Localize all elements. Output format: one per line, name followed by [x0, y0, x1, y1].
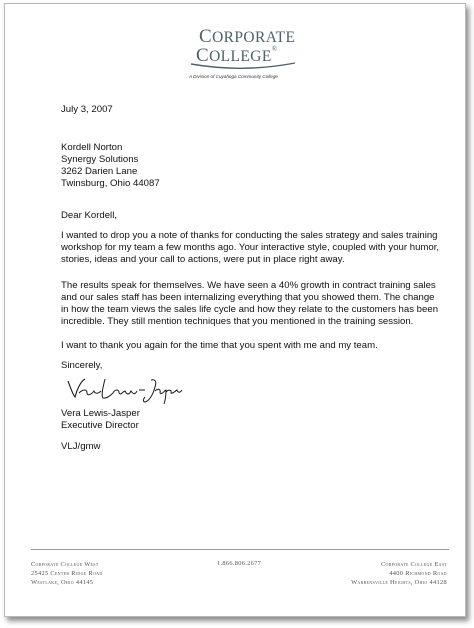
footer-east-name: Corporate College East	[380, 561, 447, 568]
logo-line-2: COLLEGE®	[196, 45, 278, 66]
letter-date: July 3, 2007	[61, 104, 113, 115]
letter-page	[4, 3, 466, 617]
footer-west-street: 25425 Center Ridge Road	[31, 570, 103, 577]
footer-west-name: Corporate College West	[31, 561, 99, 568]
closing: Sincerely,	[61, 360, 103, 371]
corporate-college-logo	[189, 22, 297, 82]
signer-name: Vera Lewis-Jasper	[61, 408, 140, 419]
body-paragraph-2: The results speak for themselves. We have seen a 40% growth in contract training sales and our sales staff has been internalizing everything that you showed them. The change in how the team views the sales life cycle and how they relate to the customers has been incredible. They still mention techniques that you mentioned in the training session.	[61, 280, 439, 327]
logo-line-1: CORPORATE	[199, 26, 296, 47]
recipient-street: 3262 Darien Lane	[61, 166, 138, 177]
body-paragraph-3: I want to thank you again for the time that you spent with me and my team.	[61, 340, 378, 351]
handwritten-signature	[65, 371, 185, 405]
body-paragraph-1: I wanted to drop you a note of thanks for conducting the sales strategy and sales training workshop for my team a few months ago. Your interactive style, coupled with your humor, stories, ideas and your call to actions, were put in place right away.	[61, 230, 440, 265]
footer-divider	[31, 549, 449, 550]
salutation: Dear Kordell,	[61, 210, 117, 221]
signer-title: Executive Director	[61, 420, 139, 431]
footer-west-address	[31, 560, 103, 587]
footer-west-city: Westlake, Ohio 44145	[31, 579, 94, 586]
logo-tagline: A Division of Cuyahoga Community College	[189, 74, 278, 79]
logo-swoosh-icon	[189, 60, 297, 72]
footer-east-street: 4400 Richmond Road	[389, 570, 447, 577]
footer-east-address	[351, 560, 447, 587]
recipient-city: Twinsburg, Ohio 44087	[61, 178, 160, 189]
footer-phone: 1.866.806.2677	[217, 560, 262, 567]
recipient-name: Kordell Norton	[61, 142, 123, 153]
recipient-company: Synergy Solutions	[61, 154, 139, 165]
footer-east-city: Warrensville Heights, Ohio 44128	[351, 579, 447, 586]
typist-initials: VLJ/gmw	[61, 441, 101, 452]
